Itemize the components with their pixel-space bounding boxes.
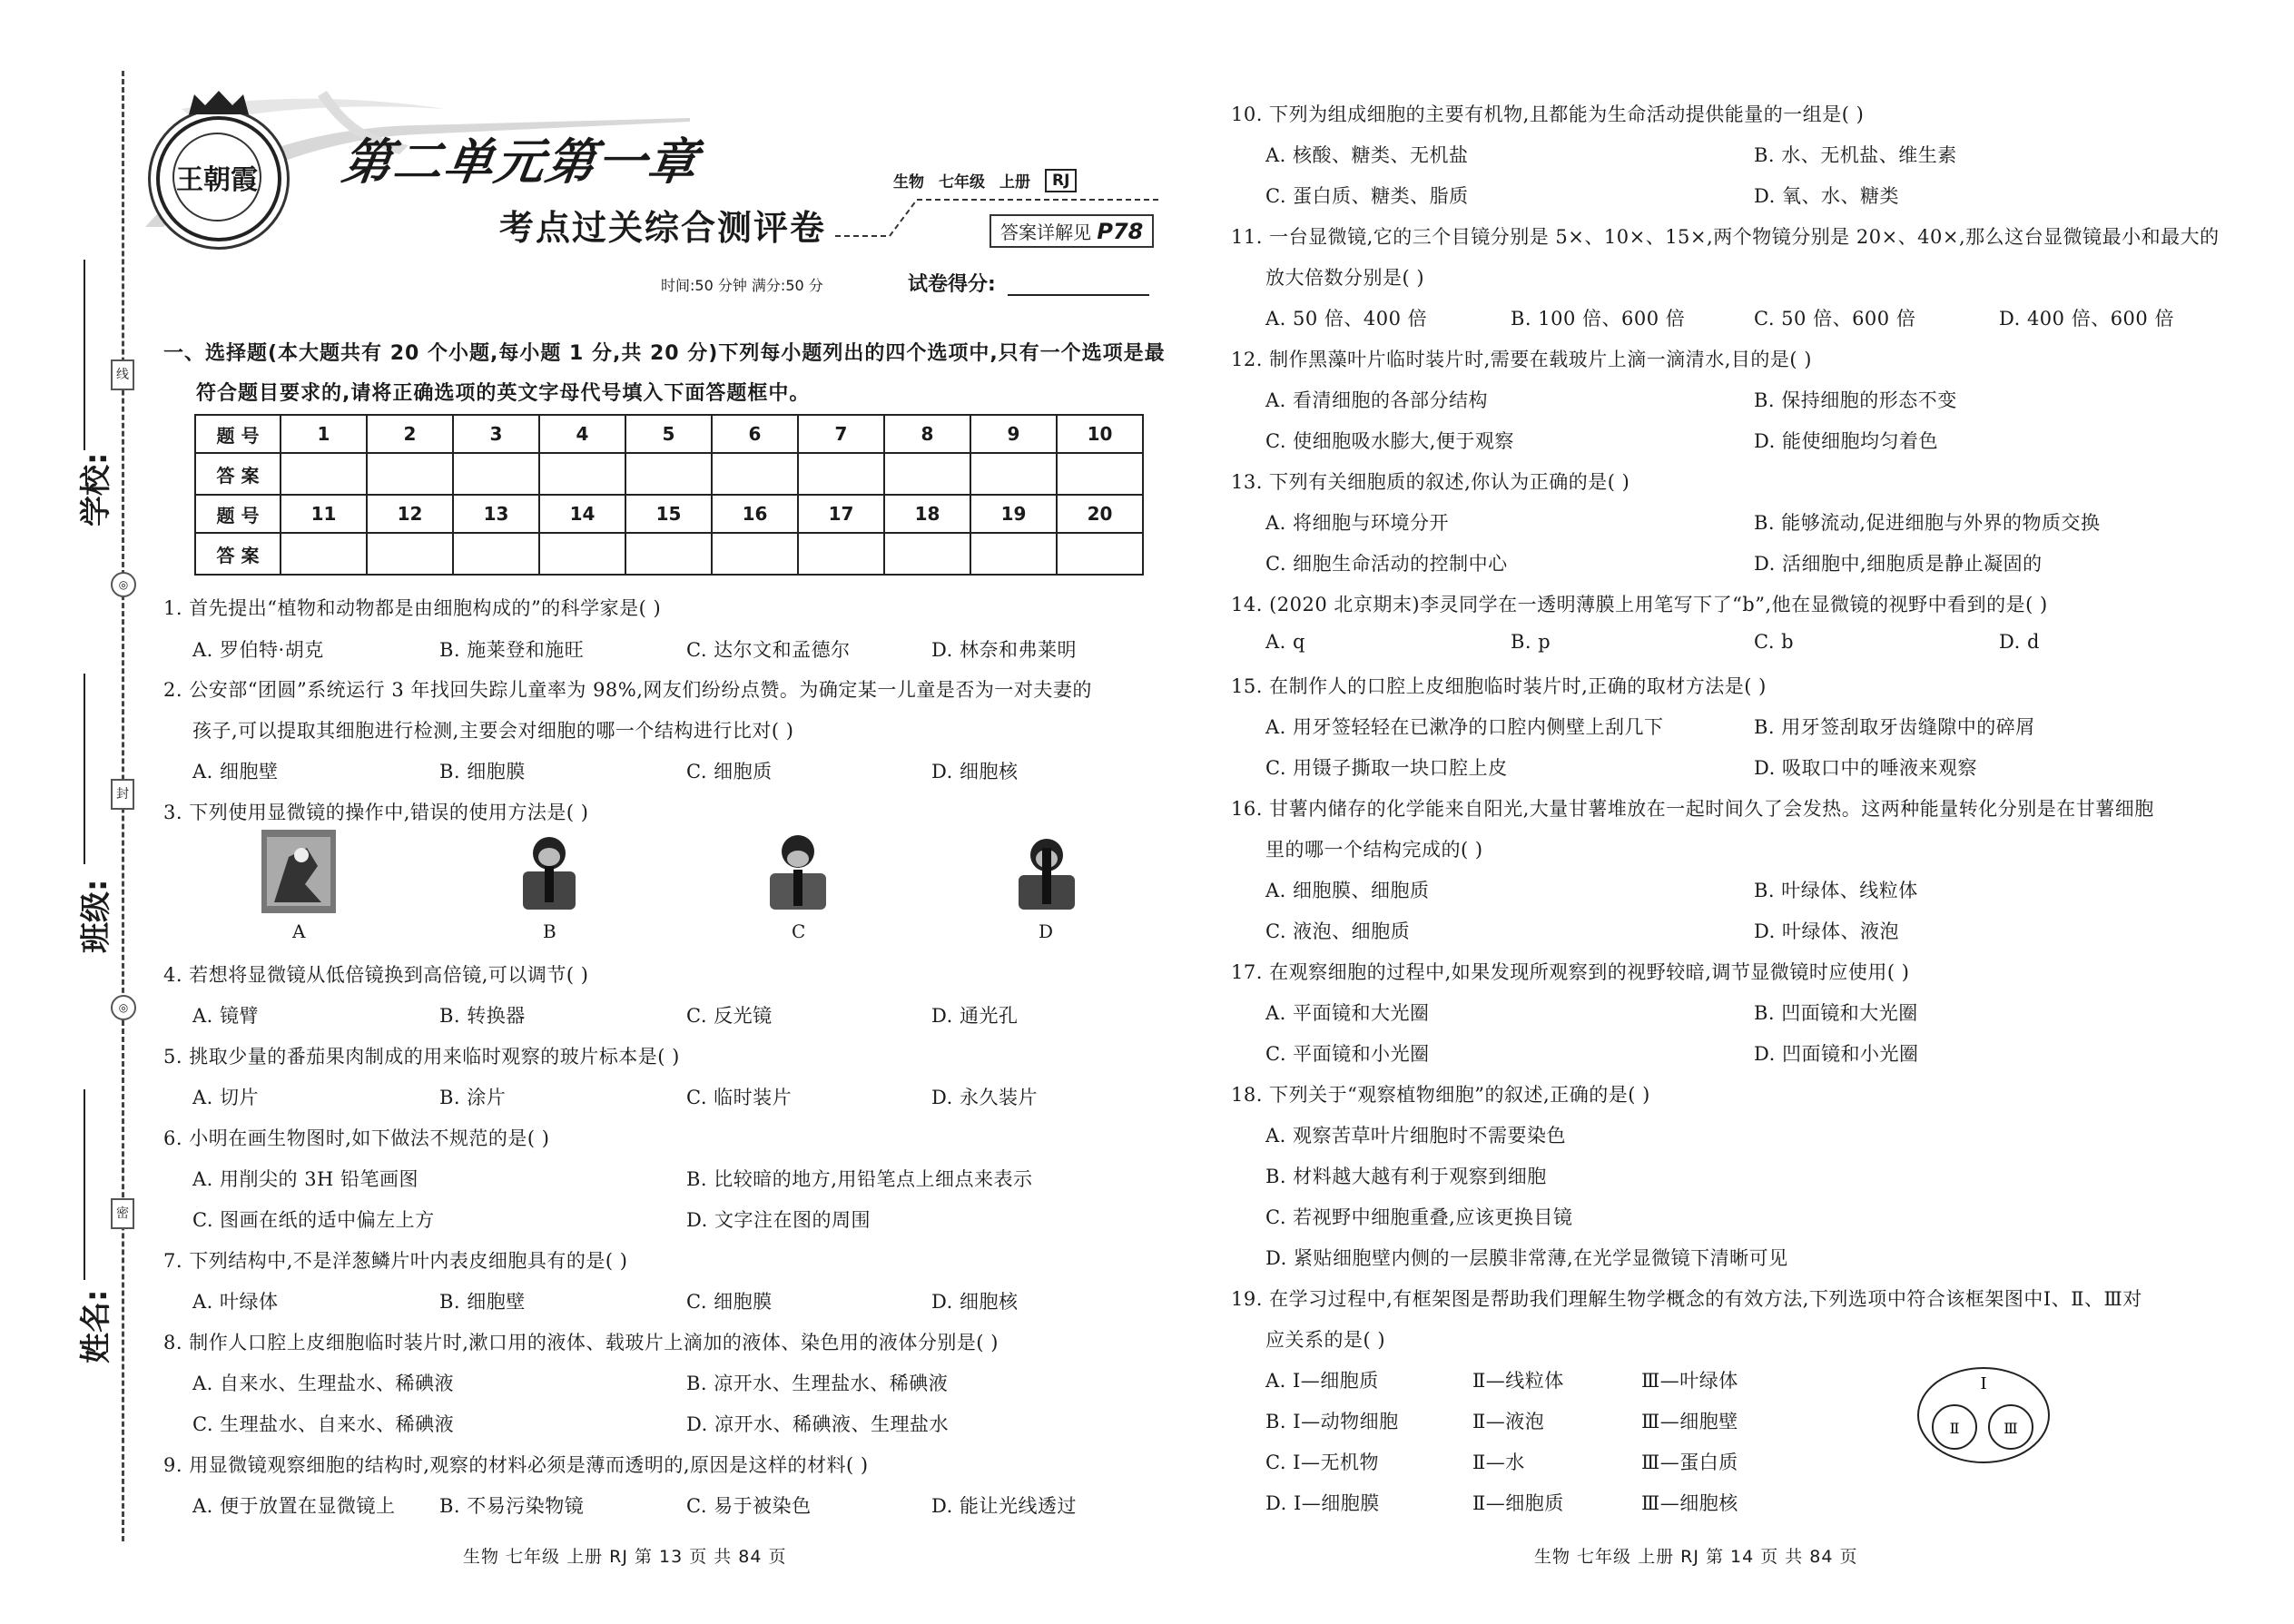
logo-text: 王朝霞 xyxy=(172,133,261,221)
option: D. 细胞核 xyxy=(931,761,1019,782)
option: B. 叶绿体、线粒体 xyxy=(1754,880,1918,901)
photo-label: B xyxy=(543,920,556,942)
option: C. 液泡、细胞质 xyxy=(1265,920,1411,942)
school-label: 学校: xyxy=(78,452,114,527)
question-13: 13. 下列有关细胞质的叙述,你认为正确的是( ) xyxy=(1231,471,1630,493)
grid-q-number: 8 xyxy=(884,415,970,453)
option: B. 用牙签刮取牙齿缝隙中的碎屑 xyxy=(1754,716,2035,738)
grid-q-number: 15 xyxy=(625,495,712,533)
microscope-photo-b xyxy=(512,830,586,913)
question-5: 5. 挑取少量的番茄果肉制成的用来临时观察的玻片标本是( ) xyxy=(163,1046,680,1068)
grid-q-number: 14 xyxy=(539,495,625,533)
option: D. Ⅰ—细胞膜 xyxy=(1265,1492,1380,1514)
question-2-cont: 孩子,可以提取其细胞进行检测,主要会对细胞的哪一个结构进行比对( ) xyxy=(192,720,794,742)
tag-term: 上册 xyxy=(999,173,1030,192)
section-instruction-line1: 一、选择题(本大题共有 20 个小题,每小题 1 分,共 20 分)下列每小题列出的四个选项中,只有一个选项是最 xyxy=(163,342,1166,365)
question-11-cont: 放大倍数分别是( ) xyxy=(1265,267,1425,289)
answer-cell[interactable] xyxy=(798,533,884,575)
answer-cell[interactable] xyxy=(539,533,625,575)
grid-q-number: 4 xyxy=(539,415,625,453)
option: D. 凹面镜和小光圈 xyxy=(1754,1043,1919,1065)
option: C. 使细胞吸水膨大,便于观察 xyxy=(1265,430,1514,452)
option: A. 细胞膜、细胞质 xyxy=(1265,880,1430,901)
margin-circle: ◎ xyxy=(111,995,136,1020)
photo-label: C xyxy=(792,920,806,942)
option-part: Ⅲ—细胞壁 xyxy=(1641,1411,1738,1432)
option: D. d xyxy=(1999,631,2040,653)
question-9: 9. 用显微镜观察细胞的结构时,观察的材料必须是薄而透明的,原因是这样的材料( ) xyxy=(163,1454,869,1476)
answer-cell[interactable] xyxy=(970,453,1057,495)
option: D. 通光孔 xyxy=(931,1005,1019,1027)
grid-q-number: 11 xyxy=(281,495,367,533)
question-4: 4. 若想将显微镜从低倍镜换到高倍镜,可以调节( ) xyxy=(163,964,589,986)
option: C. 细胞质 xyxy=(686,761,773,782)
info-tags xyxy=(893,169,1077,192)
name-label: 姓名: xyxy=(78,1289,114,1363)
tag-grade: 七年级 xyxy=(939,173,985,192)
answer-cell[interactable] xyxy=(281,453,367,495)
option: D. 吸取口中的唾液来观察 xyxy=(1754,757,1977,779)
answer-cell[interactable] xyxy=(281,533,367,575)
option: B. p xyxy=(1511,631,1551,653)
grid-q-number: 13 xyxy=(453,495,539,533)
grid-q-number: 18 xyxy=(884,495,970,533)
answer-cell[interactable] xyxy=(712,453,798,495)
grid-q-number: 7 xyxy=(798,415,884,453)
answer-grid xyxy=(194,414,1144,576)
question-6: 6. 小明在画生物图时,如下做法不规范的是( ) xyxy=(163,1127,550,1149)
question-18: 18. 下列关于“观察植物细胞”的叙述,正确的是( ) xyxy=(1231,1084,1650,1106)
option: A. 细胞壁 xyxy=(192,761,279,782)
option: A. 50 倍、400 倍 xyxy=(1265,308,1428,330)
grid-header-question: 题 号 xyxy=(195,415,281,453)
grid-q-number: 6 xyxy=(712,415,798,453)
crown-icon xyxy=(187,89,251,116)
option: A. 切片 xyxy=(192,1087,260,1108)
option: D. 紧贴细胞壁内侧的一层膜非常薄,在光学显微镜下清晰可见 xyxy=(1265,1247,1788,1269)
answer-cell[interactable] xyxy=(970,533,1057,575)
answer-cell[interactable] xyxy=(367,533,453,575)
option: D. 能使细胞均匀着色 xyxy=(1754,430,1938,452)
school-field[interactable] xyxy=(84,260,85,450)
option: D. 氧、水、糖类 xyxy=(1754,185,1899,207)
option: D. 400 倍、600 倍 xyxy=(1999,308,2174,330)
question-2: 2. 公安部“团圆”系统运行 3 年找回失踪儿童率为 98%,网友们纷纷点赞。为确定某一儿童是否为一对夫妻的 xyxy=(163,679,1092,701)
score-label: 试卷得分: xyxy=(908,273,996,296)
option: C. 50 倍、600 倍 xyxy=(1754,308,1916,330)
option: B. 涂片 xyxy=(439,1087,507,1108)
option-part: Ⅱ—细胞质 xyxy=(1472,1492,1564,1514)
grid-header-question: 题 号 xyxy=(195,495,281,533)
answer-cell[interactable] xyxy=(1057,453,1143,495)
option: C. b xyxy=(1754,631,1795,653)
question-14: 14. (2020 北京期末)李灵同学在一透明薄膜上用笔写下了“b”,他在显微镜的视野中看到的是( ) xyxy=(1231,594,2048,615)
option-part: Ⅱ—线粒体 xyxy=(1472,1370,1564,1392)
class-field[interactable] xyxy=(84,674,85,864)
option-part: Ⅱ—水 xyxy=(1472,1452,1525,1473)
class-label: 班级: xyxy=(78,879,114,953)
option: D. 叶绿体、液泡 xyxy=(1754,920,1899,942)
option: A. 用牙签轻轻在已漱净的口腔内侧壁上刮几下 xyxy=(1265,716,1664,738)
option-part: Ⅱ—液泡 xyxy=(1472,1411,1545,1432)
option: C. 达尔文和孟德尔 xyxy=(686,639,851,661)
option: D. 永久装片 xyxy=(931,1087,1038,1108)
margin-mark: 封 xyxy=(111,779,134,810)
grid-q-number: 5 xyxy=(625,415,712,453)
option: C. 若视野中细胞重叠,应该更换目镜 xyxy=(1265,1206,1573,1228)
option: B. 细胞膜 xyxy=(439,761,526,782)
option: B. 比较暗的地方,用铅笔点上细点来表示 xyxy=(686,1168,1033,1190)
question-15: 15. 在制作人的口腔上皮细胞临时装片时,正确的取材方法是( ) xyxy=(1231,675,1767,697)
option: D. 林奈和弗莱明 xyxy=(931,639,1077,661)
grid-q-number: 1 xyxy=(281,415,367,453)
grid-q-number: 10 xyxy=(1057,415,1143,453)
grid-q-number: 19 xyxy=(970,495,1057,533)
option: C. 蛋白质、糖类、脂质 xyxy=(1265,185,1469,207)
diagram-label-2: Ⅱ xyxy=(1949,1420,1960,1437)
answer-cell[interactable] xyxy=(539,453,625,495)
option: A. 平面镜和大光圈 xyxy=(1265,1002,1430,1024)
grid-header-answer: 答 案 xyxy=(195,533,281,575)
score-field[interactable] xyxy=(1008,294,1149,296)
photo-label: A xyxy=(292,920,306,942)
answer-cell[interactable] xyxy=(1057,533,1143,575)
option: B. Ⅰ—动物细胞 xyxy=(1265,1411,1399,1432)
option: A. 叶绿体 xyxy=(192,1291,279,1313)
option: A. 罗伯特·胡克 xyxy=(192,639,324,661)
option: A. 用削尖的 3H 铅笔画图 xyxy=(192,1168,419,1190)
margin-mark: 密 xyxy=(111,1198,134,1229)
footer-left: 生物 七年级 上册 RJ 第 13 页 共 84 页 xyxy=(463,1547,787,1567)
option-part: Ⅲ—叶绿体 xyxy=(1641,1370,1738,1392)
option: B. 水、无机盐、维生素 xyxy=(1754,144,1957,166)
option: A. 镜臂 xyxy=(192,1005,260,1027)
option: D. 能让光线透过 xyxy=(931,1495,1077,1517)
question-19-cont: 应关系的是( ) xyxy=(1265,1329,1386,1351)
concept-diagram xyxy=(1915,1365,2052,1465)
option-part: Ⅲ—细胞核 xyxy=(1641,1492,1738,1514)
option: A. 将细胞与环境分开 xyxy=(1265,512,1450,534)
option: A. Ⅰ—细胞质 xyxy=(1265,1370,1379,1392)
question-1: 1. 首先提出“植物和动物都是由细胞构成的”的科学家是( ) xyxy=(163,597,662,619)
option-part: Ⅲ—蛋白质 xyxy=(1641,1452,1738,1473)
option: C. 细胞生命活动的控制中心 xyxy=(1265,553,1508,575)
question-17: 17. 在观察细胞的过程中,如果发现所观察到的视野较暗,调节显微镜时应使用( ) xyxy=(1231,961,1910,983)
answer-reference xyxy=(989,214,1154,248)
option: D. 文字注在图的周围 xyxy=(686,1209,871,1231)
question-11: 11. 一台显微镜,它的三个目镜分别是 5×、10×、15×,两个物镜分别是 20×、40×,那么这台显微镜最小和最大的 xyxy=(1231,226,2220,248)
option: B. 凉开水、生理盐水、稀碘液 xyxy=(686,1373,949,1394)
question-16-cont: 里的哪一个结构完成的( ) xyxy=(1265,839,1483,861)
option: B. 转换器 xyxy=(439,1005,526,1027)
option: A. 自来水、生理盐水、稀碘液 xyxy=(192,1373,455,1394)
question-7: 7. 下列结构中,不是洋葱鳞片叶内表皮细胞具有的是( ) xyxy=(163,1250,628,1272)
brand-logo xyxy=(156,116,281,241)
section-instruction-line2: 符合题目要求的,请将正确选项的英文字母代号填入下面答题框中。 xyxy=(196,382,811,405)
diagram-label-1: Ⅰ xyxy=(1980,1374,1987,1393)
tag-edition: RJ xyxy=(1045,169,1077,192)
grid-q-number: 9 xyxy=(970,415,1057,453)
option: A. 便于放置在显微镜上 xyxy=(192,1495,396,1517)
question-8: 8. 制作人口腔上皮细胞临时装片时,漱口用的液体、载玻片上滴加的液体、染色用的液体分别是( ) xyxy=(163,1332,999,1353)
option: C. 反光镜 xyxy=(686,1005,773,1027)
option: B. 材料越大越有利于观察到细胞 xyxy=(1265,1166,1547,1187)
grid-q-number: 16 xyxy=(712,495,798,533)
grid-q-number: 2 xyxy=(367,415,453,453)
option: A. q xyxy=(1265,631,1305,653)
answer-cell[interactable] xyxy=(884,533,970,575)
option: B. 不易污染物镜 xyxy=(439,1495,585,1517)
option: B. 施莱登和施旺 xyxy=(439,639,585,661)
footer-right: 生物 七年级 上册 RJ 第 14 页 共 84 页 xyxy=(1534,1547,1858,1567)
answer-ref-prefix: 答案详解见 xyxy=(1000,221,1091,243)
margin-mark: 线 xyxy=(111,359,134,390)
option: C. 平面镜和小光圈 xyxy=(1265,1043,1430,1065)
answer-cell[interactable] xyxy=(367,453,453,495)
answer-cell[interactable] xyxy=(798,453,884,495)
answer-cell[interactable] xyxy=(625,453,712,495)
question-19: 19. 在学习过程中,有框架图是帮助我们理解生物学概念的有效方法,下列选项中符合该框架图中Ⅰ、Ⅱ、Ⅲ对 xyxy=(1231,1288,2142,1310)
option: C. Ⅰ—无机物 xyxy=(1265,1452,1379,1473)
answer-cell[interactable] xyxy=(712,533,798,575)
option: D. 活细胞中,细胞质是静止凝固的 xyxy=(1754,553,2043,575)
option: C. 临时装片 xyxy=(686,1087,793,1108)
question-10: 10. 下列为组成细胞的主要有机物,且都能为生命活动提供能量的一组是( ) xyxy=(1231,103,1865,125)
answer-cell[interactable] xyxy=(625,533,712,575)
option: D. 凉开水、稀碘液、生理盐水 xyxy=(686,1413,949,1435)
chapter-title: 第二单元第一章 xyxy=(339,133,703,191)
diagram-label-3: Ⅲ xyxy=(2004,1420,2018,1437)
option: C. 用镊子撕取一块口腔上皮 xyxy=(1265,757,1508,779)
margin-circle: ◎ xyxy=(111,572,136,597)
question-3: 3. 下列使用显微镜的操作中,错误的使用方法是( ) xyxy=(163,802,589,823)
option: A. 观察苦草叶片细胞时不需要染色 xyxy=(1265,1125,1567,1147)
grid-q-number: 3 xyxy=(453,415,539,453)
exam-meta: 时间:50 分钟 满分:50 分 xyxy=(661,277,823,294)
name-field[interactable] xyxy=(84,1089,85,1280)
option: C. 图画在纸的适中偏左上方 xyxy=(192,1209,435,1231)
answer-ref-page: P78 xyxy=(1097,219,1144,244)
grid-q-number: 20 xyxy=(1057,495,1143,533)
option: B. 100 倍、600 倍 xyxy=(1511,308,1686,330)
grid-header-answer: 答 案 xyxy=(195,453,281,495)
option: B. 细胞壁 xyxy=(439,1291,526,1313)
option: B. 保持细胞的形态不变 xyxy=(1754,389,1957,411)
grid-q-number: 12 xyxy=(367,495,453,533)
option: A. 看清细胞的各部分结构 xyxy=(1265,389,1489,411)
option: A. 核酸、糖类、无机盐 xyxy=(1265,144,1469,166)
tag-subject: 生物 xyxy=(893,173,924,192)
question-16: 16. 甘薯内储存的化学能来自阳光,大量甘薯堆放在一起时间久了会发热。这两种能量转化分别是在甘薯细胞 xyxy=(1231,798,2154,820)
question-12: 12. 制作黑藻叶片临时装片时,需要在载玻片上滴一滴清水,目的是( ) xyxy=(1231,349,1812,370)
photo-label: D xyxy=(1039,920,1054,942)
option: C. 生理盐水、自来水、稀碘液 xyxy=(192,1413,455,1435)
microscope-photo-a xyxy=(261,830,336,913)
microscope-photo-c xyxy=(761,830,835,913)
option: D. 细胞核 xyxy=(931,1291,1019,1313)
microscope-photo-d xyxy=(1009,830,1084,913)
grid-q-number: 17 xyxy=(798,495,884,533)
option: C. 易于被染色 xyxy=(686,1495,812,1517)
answer-cell[interactable] xyxy=(453,533,539,575)
answer-cell[interactable] xyxy=(884,453,970,495)
exam-subtitle: 考点过关综合测评卷 xyxy=(499,207,827,248)
answer-cell[interactable] xyxy=(453,453,539,495)
option: B. 凹面镜和大光圈 xyxy=(1754,1002,1918,1024)
option: C. 细胞膜 xyxy=(686,1291,773,1313)
option: B. 能够流动,促进细胞与外界的物质交换 xyxy=(1754,512,2101,534)
